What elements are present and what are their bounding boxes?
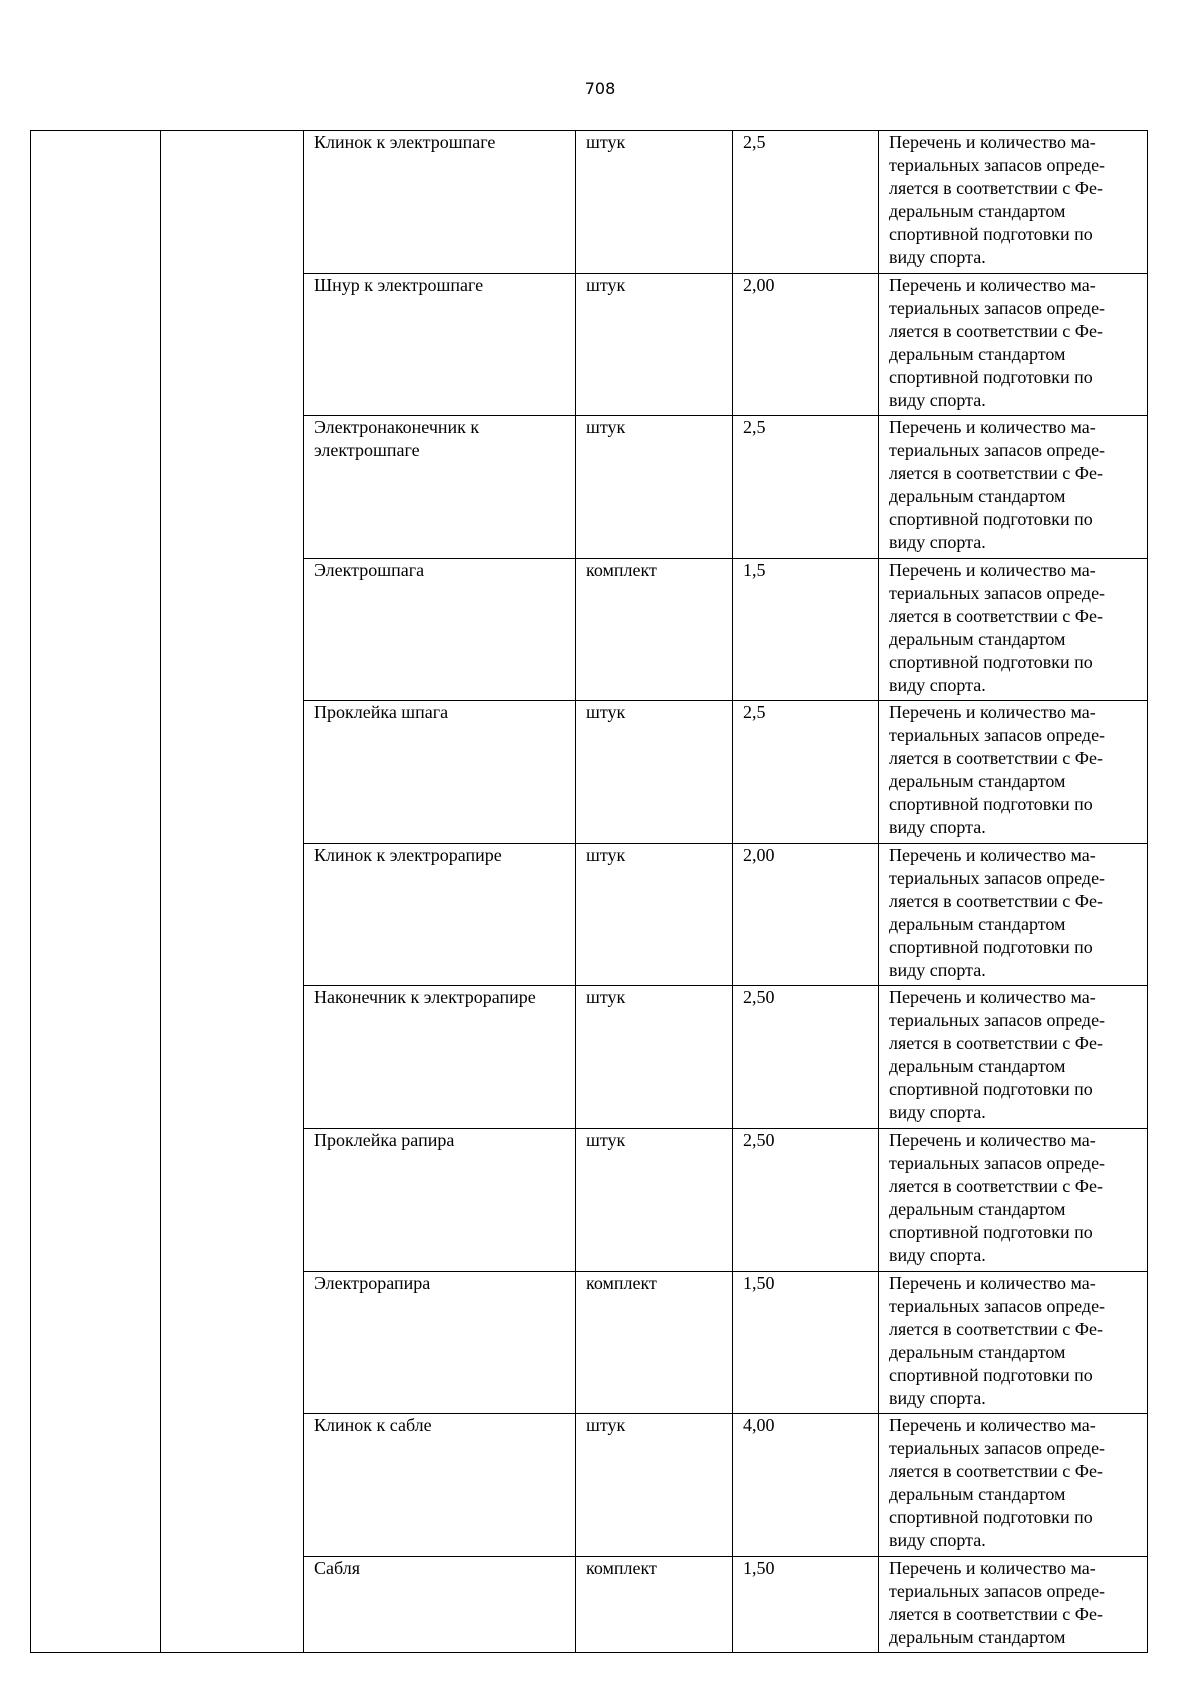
item-note: Перечень и количество ма- териальных запасов опреде- ляется в соответствии с Фе- деральным стандартом спортивной подготовки по виду спорта. — [879, 1414, 1148, 1557]
item-unit: штук — [576, 273, 733, 416]
item-name: Сабля — [304, 1556, 576, 1652]
empty-cell-col1 — [31, 131, 161, 1653]
item-note: Перечень и количество ма- териальных запасов опреде- ляется в соответствии с Фе- деральным стандартом спортивной подготовки по виду спорта. — [879, 1129, 1148, 1272]
item-quantity: 2,5 — [733, 701, 879, 844]
item-unit: штук — [576, 986, 733, 1129]
item-name: Клинок к электрорапире — [304, 843, 576, 986]
item-unit: штук — [576, 1129, 733, 1272]
item-quantity: 1,5 — [733, 558, 879, 701]
item-note: Перечень и количество ма- териальных запасов опреде- ляется в соответствии с Фе- деральным стандартом спортивной подготовки по виду спорта. — [879, 416, 1148, 559]
item-unit: комплект — [576, 558, 733, 701]
item-quantity: 2,00 — [733, 273, 879, 416]
item-name: Клинок к электрошпаге — [304, 131, 576, 274]
item-quantity: 2,5 — [733, 131, 879, 274]
item-quantity: 1,50 — [733, 1271, 879, 1414]
item-unit: штук — [576, 843, 733, 986]
item-quantity: 4,00 — [733, 1414, 879, 1557]
item-name: Электрорапира — [304, 1271, 576, 1414]
item-quantity: 2,50 — [733, 1129, 879, 1272]
item-note: Перечень и количество ма- териальных запасов опреде- ляется в соответствии с Фе- деральным стандартом спортивной подготовки по виду спорта. — [879, 558, 1148, 701]
item-quantity: 2,00 — [733, 843, 879, 986]
item-name: Электрошпага — [304, 558, 576, 701]
item-quantity: 2,50 — [733, 986, 879, 1129]
empty-cell-col2 — [161, 131, 304, 1653]
equipment-table — [30, 130, 1148, 1653]
item-note: Перечень и количество ма- териальных запасов опреде- ляется в соответствии с Фе- деральным стандартом спортивной подготовки по виду спорта. — [879, 1271, 1148, 1414]
item-name: Электронаконечник к электрошпаге — [304, 416, 576, 559]
item-name: Клинок к сабле — [304, 1414, 576, 1557]
item-unit: штук — [576, 416, 733, 559]
item-note: Перечень и количество ма- териальных запасов опреде- ляется в соответствии с Фе- деральным стандартом — [879, 1556, 1148, 1652]
item-unit: комплект — [576, 1556, 733, 1652]
item-name: Проклейка шпага — [304, 701, 576, 844]
table-row — [31, 131, 1148, 274]
item-quantity: 2,5 — [733, 416, 879, 559]
item-unit: штук — [576, 1414, 733, 1557]
item-name: Наконечник к электрорапире — [304, 986, 576, 1129]
item-name: Проклейка рапира — [304, 1129, 576, 1272]
page-number: 708 — [584, 79, 616, 98]
item-note: Перечень и количество ма- териальных запасов опреде- ляется в соответствии с Фе- деральным стандартом спортивной подготовки по виду спорта. — [879, 986, 1148, 1129]
item-note: Перечень и количество ма- териальных запасов опреде- ляется в соответствии с Фе- деральным стандартом спортивной подготовки по виду спорта. — [879, 843, 1148, 986]
item-unit: штук — [576, 131, 733, 274]
item-quantity: 1,50 — [733, 1556, 879, 1652]
item-note: Перечень и количество ма- териальных запасов опреде- ляется в соответствии с Фе- деральным стандартом спортивной подготовки по виду спорта. — [879, 131, 1148, 274]
item-unit: штук — [576, 701, 733, 844]
item-unit: комплект — [576, 1271, 733, 1414]
item-note: Перечень и количество ма- териальных запасов опреде- ляется в соответствии с Фе- деральным стандартом спортивной подготовки по виду спорта. — [879, 273, 1148, 416]
item-name: Шнур к электрошпаге — [304, 273, 576, 416]
item-note: Перечень и количество ма- териальных запасов опреде- ляется в соответствии с Фе- деральным стандартом спортивной подготовки по виду спорта. — [879, 701, 1148, 844]
